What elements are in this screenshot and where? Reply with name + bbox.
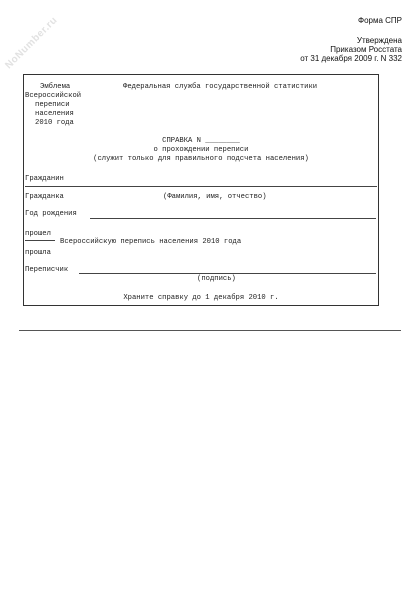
census-certificate-form <box>23 74 379 306</box>
birth-year-line[interactable] <box>90 218 376 219</box>
order-label: Приказом Росстата <box>330 45 402 54</box>
name-line[interactable] <box>25 186 377 187</box>
passed-female-label: прошла <box>25 249 51 257</box>
keep-until-note: Храните справку до 1 декабря 2010 г. <box>123 294 279 302</box>
certificate-note: (служит только для правильного подсчета населения) <box>93 155 309 163</box>
citizen-male-label: Гражданин <box>25 175 64 183</box>
fio-hint: (Фамилия, имя, отчество) <box>163 193 267 201</box>
emblem-line: Всероссийской <box>25 92 82 100</box>
emblem-line: переписи <box>35 101 70 109</box>
certificate-subtitle: о прохождении переписи <box>153 146 249 154</box>
birth-year-label: Год рождения <box>25 210 77 218</box>
emblem-line: Эмблема <box>40 83 71 91</box>
approved-label: Утверждена <box>356 36 402 45</box>
census-text: Всероссийскую перепись населения 2010 года <box>60 238 242 246</box>
emblem-line: населения <box>35 110 74 118</box>
order-date: от 31 декабря 2009 г. N 332 <box>300 54 402 63</box>
certificate-title: СПРАВКА N ________ <box>162 137 240 145</box>
passed-choice-line[interactable] <box>25 240 55 241</box>
citizen-female-label: Гражданка <box>25 193 64 201</box>
watermark: NoNumber.ru <box>3 14 60 72</box>
passed-male-label: прошел <box>25 230 51 238</box>
emblem-line: 2010 года <box>35 119 74 127</box>
enumerator-signature-line[interactable] <box>79 273 376 274</box>
form-name: Форма СПР <box>357 16 402 25</box>
page-divider <box>19 330 401 331</box>
signature-hint: (подпись) <box>197 275 236 283</box>
enumerator-label: Переписчик <box>25 266 69 274</box>
agency-name: Федеральная служба государственной статистики <box>123 83 318 91</box>
